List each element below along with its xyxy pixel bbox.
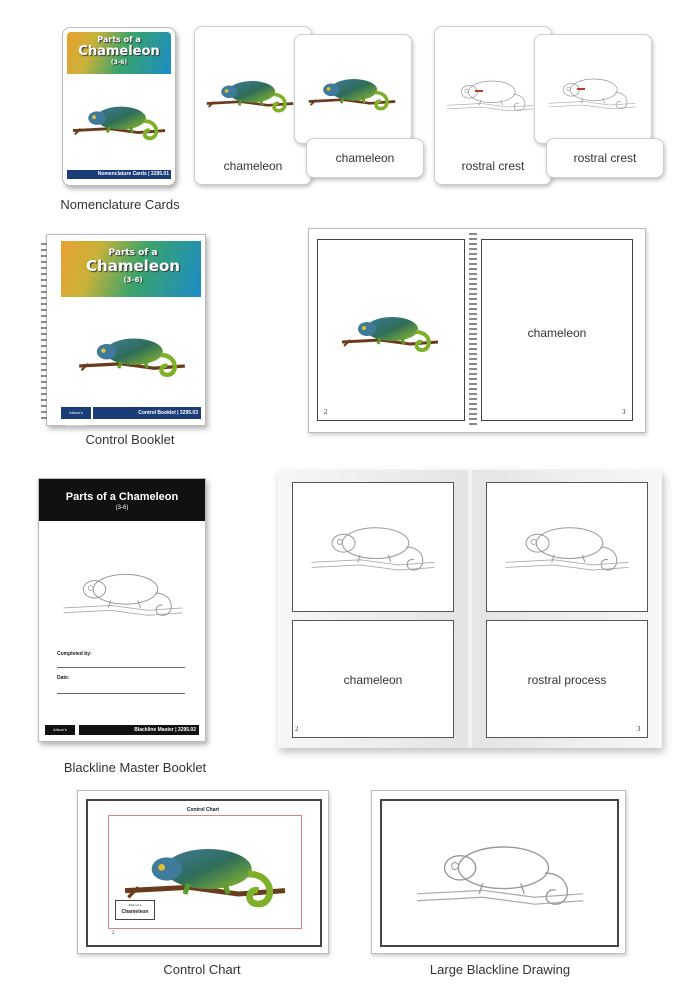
- large-blackline-drawing: [371, 790, 626, 954]
- cover-title: Parts of a Chameleon: [65, 491, 179, 503]
- date-label: Date:: [57, 675, 70, 681]
- chart-inner-frame: [108, 815, 302, 929]
- chameleon-image: [77, 320, 187, 390]
- page-number: 3: [622, 408, 626, 416]
- publisher-logo: Alison's Montessori: [61, 407, 91, 419]
- chart-title-box: [115, 900, 155, 920]
- card-label: chameleon: [223, 159, 283, 173]
- spiral-binding: [469, 233, 477, 428]
- chameleon-image: [307, 65, 397, 120]
- cover-title-main: Chameleon: [86, 257, 180, 275]
- page-number: 3: [637, 725, 641, 733]
- caption-control-chart: Control Chart: [163, 962, 241, 977]
- date-line: [57, 693, 185, 694]
- completed-by-label: Completed by:: [57, 651, 92, 657]
- control-booklet-spread: [308, 228, 646, 433]
- publisher-logo: Alison's Montessori: [45, 725, 75, 735]
- card-label: rostral crest: [461, 159, 525, 173]
- cover-subtitle: (3-6): [123, 276, 143, 284]
- highlight-mark: [475, 90, 483, 92]
- nomenclature-card-4: [534, 34, 652, 144]
- blackline-booklet-cover: [38, 478, 206, 742]
- right-page: [481, 239, 633, 421]
- completed-by-line: [57, 667, 185, 668]
- control-booklet-cover: [46, 234, 206, 426]
- page-number: 2: [324, 408, 328, 416]
- highlight-mark: [577, 88, 585, 90]
- nomenclature-card-2: [294, 34, 412, 144]
- left-bottom-page: [292, 620, 454, 738]
- cover-footer: Blackline Master | 3295.02: [79, 725, 199, 735]
- chart-box-label: Parts of a: [128, 903, 142, 907]
- cover-title: Parts of a: [97, 35, 141, 44]
- chameleon-image: [205, 67, 295, 122]
- nomenclature-label-card-4: [546, 138, 664, 178]
- page-number: 2: [295, 725, 299, 733]
- cover-title-main: Chameleon: [78, 44, 160, 59]
- chameleon-image: [71, 88, 167, 154]
- control-chart: [77, 790, 329, 954]
- caption-large-blackline-drawing: Large Blackline Drawing: [429, 962, 571, 977]
- right-top-page: [486, 482, 648, 612]
- cover-footer: Control Booklet | 3295.03: [93, 407, 201, 419]
- cover-footer: Nomenclature Cards | 3295.01: [67, 170, 171, 179]
- chameleon-outline-image: [503, 507, 631, 587]
- chameleon-image: [340, 300, 440, 364]
- caption-blackline-booklet: Blackline Master Booklet: [63, 760, 207, 775]
- left-page: [317, 239, 465, 421]
- spiral-binding: [41, 243, 47, 419]
- cover-title: Parts of a: [108, 248, 158, 258]
- chart-box-title: Chameleon: [121, 909, 149, 915]
- card-label: chameleon: [335, 151, 395, 165]
- chameleon-outline-image: [61, 555, 185, 631]
- chameleon-outline-image: [408, 821, 592, 925]
- cover-subtitle: (3-6): [110, 59, 128, 66]
- page-number: 2: [112, 931, 115, 936]
- page-label: chameleon: [527, 326, 587, 340]
- right-bottom-page: [486, 620, 648, 738]
- chameleon-outline-image: [445, 67, 535, 122]
- nomenclature-cover: [62, 27, 176, 186]
- nomenclature-label-card-2: [306, 138, 424, 178]
- caption-control-booklet: Control Booklet: [85, 432, 175, 447]
- card-label: rostral crest: [573, 151, 637, 165]
- page-label: chameleon: [343, 673, 403, 687]
- chart-title: Control Chart: [186, 807, 220, 813]
- caption-nomenclature-cards: Nomenclature Cards: [60, 197, 180, 212]
- left-top-page: [292, 482, 454, 612]
- chameleon-outline-image: [547, 65, 637, 120]
- blackline-booklet-spread: [278, 470, 662, 748]
- page-label: rostral process: [527, 673, 607, 687]
- chameleon-outline-image: [309, 507, 437, 587]
- cover-subtitle: (3-6): [115, 505, 129, 511]
